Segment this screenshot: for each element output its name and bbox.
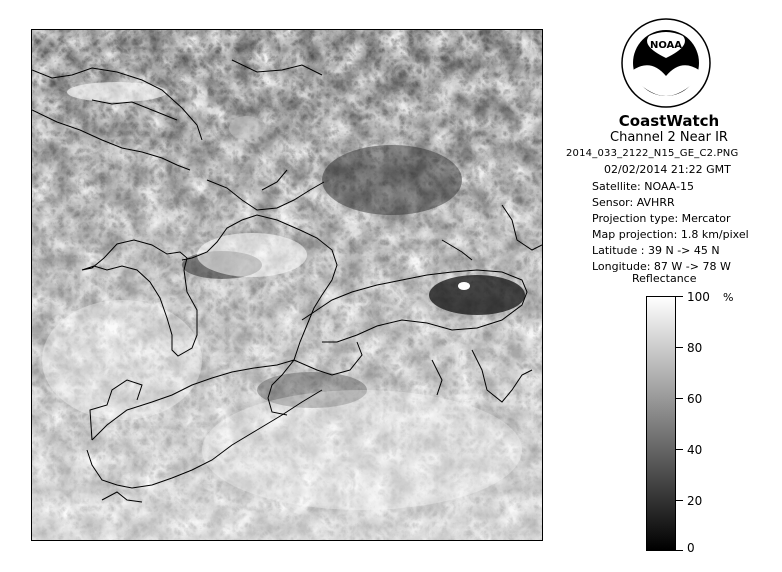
satellite-image bbox=[31, 29, 543, 541]
tick-label: 100 bbox=[687, 290, 710, 304]
tick-mark bbox=[676, 398, 683, 399]
tick-mark bbox=[676, 500, 683, 501]
tick-label: 0 bbox=[687, 541, 695, 555]
tick-mark bbox=[676, 296, 683, 297]
tick-label: 20 bbox=[687, 494, 703, 508]
meta-map-projection: Map projection: 1.8 km/pixel bbox=[592, 228, 749, 241]
channel-label: Channel 2 Near IR bbox=[610, 130, 728, 145]
tick-label: 40 bbox=[687, 443, 703, 457]
filename: 2014_033_2122_N15_GE_C2.PNG bbox=[566, 148, 739, 159]
meta-sensor: Sensor: AVHRR bbox=[592, 196, 675, 209]
legend-title: Reflectance bbox=[632, 272, 697, 285]
meta-satellite: Satellite: NOAA-15 bbox=[592, 180, 695, 193]
date-time: 02/02/2014 21:22 GMT bbox=[604, 163, 731, 176]
brand-title: CoastWatch bbox=[618, 112, 720, 130]
info-panel bbox=[556, 0, 782, 572]
satellite-image-svg bbox=[32, 30, 542, 540]
meta-projection-type: Projection type: Mercator bbox=[592, 212, 731, 225]
tick-mark bbox=[676, 347, 683, 348]
meta-longitude: Longitude: 87 W -> 78 W bbox=[592, 260, 731, 273]
noaa-logo-icon bbox=[621, 18, 711, 108]
reflectance-colorbar bbox=[646, 296, 676, 551]
tick-mark bbox=[676, 550, 683, 551]
tick-mark bbox=[676, 449, 683, 450]
logo-center-text: NOAA bbox=[649, 40, 683, 51]
tick-label: 60 bbox=[687, 392, 703, 406]
legend-unit: % bbox=[723, 291, 734, 304]
tick-label: 80 bbox=[687, 341, 703, 355]
meta-latitude: Latitude : 39 N -> 45 N bbox=[592, 244, 720, 257]
